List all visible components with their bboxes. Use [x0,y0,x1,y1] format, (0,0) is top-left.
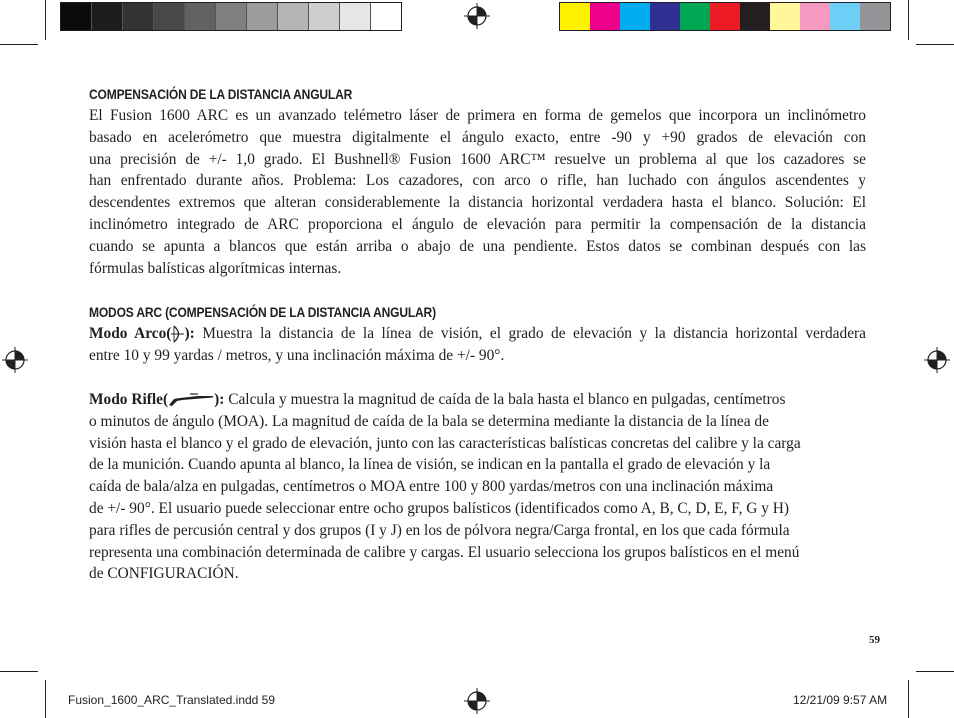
rifle-mode-paragraph [89,389,849,585]
paragraph-line: han enfrentado durante años. Problema: Los cazadores, con arco o rifle, han luchado con ángulos ascendentes y [89,172,866,190]
color-swatch [770,3,800,30]
color-swatch [560,3,590,30]
bow-icon [171,325,184,343]
color-swatch [860,3,890,30]
paragraph-line [89,323,866,345]
crop-mark-top-right-vertical [908,0,909,40]
registration-mark-icon [464,688,490,714]
rifle-mode-text: Calcula y muestra la magnitud de caída de la bala hasta el blanco en pulgadas, centímetros [224,391,786,408]
crop-mark-top-left-vertical [45,0,46,40]
rifle-mode-label-end: ): [214,391,225,408]
section-heading-arc-modes: MODOS ARC (COMPENSACIÓN DE LA DISTANCIA ANGULAR) [89,304,436,320]
crop-mark-top-left-horizontal [0,44,38,45]
grey-swatch [92,3,123,30]
crop-mark-bottom-right-vertical [908,680,909,718]
paragraph-line: una precisión de +/- 1,0 grado. El Bushnell® Fusion 1600 ARC™ resuelve un problema al que los cazadores se [89,150,866,168]
paragraph-line: cuando se apunta a blancos que están arriba o abajo de una pendiente. Estos datos se combinan después con las [89,237,866,255]
color-swatch [650,3,680,30]
registration-mark-icon [924,347,950,373]
paragraph-line: para rifles de percusión central y dos grupos (I y J) en los de pólvora negra/Carga frontal, en los que cada fórmula [89,521,790,539]
intro-paragraph [89,105,866,279]
registration-mark-icon [464,3,490,29]
paragraph-line: visión hasta el blanco y el grado de elevación, junto con las características balísticas concretas del calibre y la carga [89,434,801,452]
paragraph-line: de la munición. Cuando apunta al blanco, la línea de visión, se indican en la pantalla el grado de elevación y la [89,456,771,474]
crop-mark-top-right-horizontal [916,44,954,45]
crop-mark-bottom-left-horizontal [0,671,38,672]
color-swatch [800,3,830,30]
paragraph-line: El Fusion 1600 ARC es un avanzado telémetro láser de primera en forma de gemelos que incorpora un inclinómetro [89,107,866,124]
bow-mode-paragraph [89,323,866,367]
crop-mark-bottom-right-horizontal [916,671,954,672]
section-heading-angle-range-compensation: COMPENSACIÓN DE LA DISTANCIA ANGULAR [89,86,353,102]
grey-swatch [247,3,278,30]
rifle-icon [168,393,214,407]
color-swatch [710,3,740,30]
grey-swatch [123,3,154,30]
grey-swatch [216,3,247,30]
grey-swatch [61,3,92,30]
page-number: 59 [869,634,880,646]
paragraph-line: o minutos de ángulo (MOA). La magnitud de caída de la bala se determina mediante la distancia de la línea de [89,412,769,430]
color-swatch [740,3,770,30]
paragraph-line [89,389,849,411]
rifle-mode-label: Modo Rifle( [89,391,169,408]
grey-swatch [154,3,185,30]
paragraph-line: representa una combinación determinada de calibre y cargas. El usuario selecciona los grupos balísticos en el menú [89,543,800,561]
color-swatch [590,3,620,30]
process-color-bar [559,2,891,31]
grey-swatch [340,3,371,30]
paragraph-line: caída de bala/alza en pulgadas, centímetros o MOA entre 100 y 800 yardas/metros con una inclinación máxima [89,478,774,496]
grey-swatch [278,3,309,30]
greyscale-color-bar [60,2,402,31]
grey-swatch [371,3,401,30]
slug-datetime: 12/21/09 9:57 AM [793,693,888,707]
bow-mode-text: Muestra la distancia de la línea de visión, el grado de elevación y la distancia horizontal verdadera [194,325,866,342]
paragraph-line: descendentes extremos que alteran considerablemente la distancia horizontal verdadera hasta el blanco. Solución: El [89,194,866,212]
slug-filename: Fusion_1600_ARC_Translated.indd 59 [68,693,276,707]
paragraph-line: de CONFIGURACIÓN. [89,565,239,583]
bow-mode-label: Modo Arco( [89,325,172,342]
bow-mode-label-end: ): [184,325,195,342]
grey-swatch [185,3,216,30]
paragraph-line: basado en acelerómetro que muestra digitalmente el ángulo exacto, entre -90 y +90 grados de elevación con [89,128,866,146]
color-swatch [830,3,860,30]
paragraph-line: de +/- 90°. El usuario puede seleccionar entre ocho grupos balísticos (identificados como A, B, C, D, E, F, G y H) [89,499,790,517]
color-swatch [620,3,650,30]
paragraph-line: fórmulas balísticas algorítmicas internas. [89,259,342,277]
registration-mark-icon [2,347,28,373]
color-swatch [680,3,710,30]
paragraph-line: inclinómetro integrado de ARC proporciona el ángulo de elevación para permitir la compensación de la distancia [89,215,866,233]
paragraph-line: entre 10 y 99 yardas / metros, y una inclinación máxima de +/- 90°. [89,346,505,364]
crop-mark-bottom-left-vertical [45,680,46,718]
grey-swatch [309,3,340,30]
